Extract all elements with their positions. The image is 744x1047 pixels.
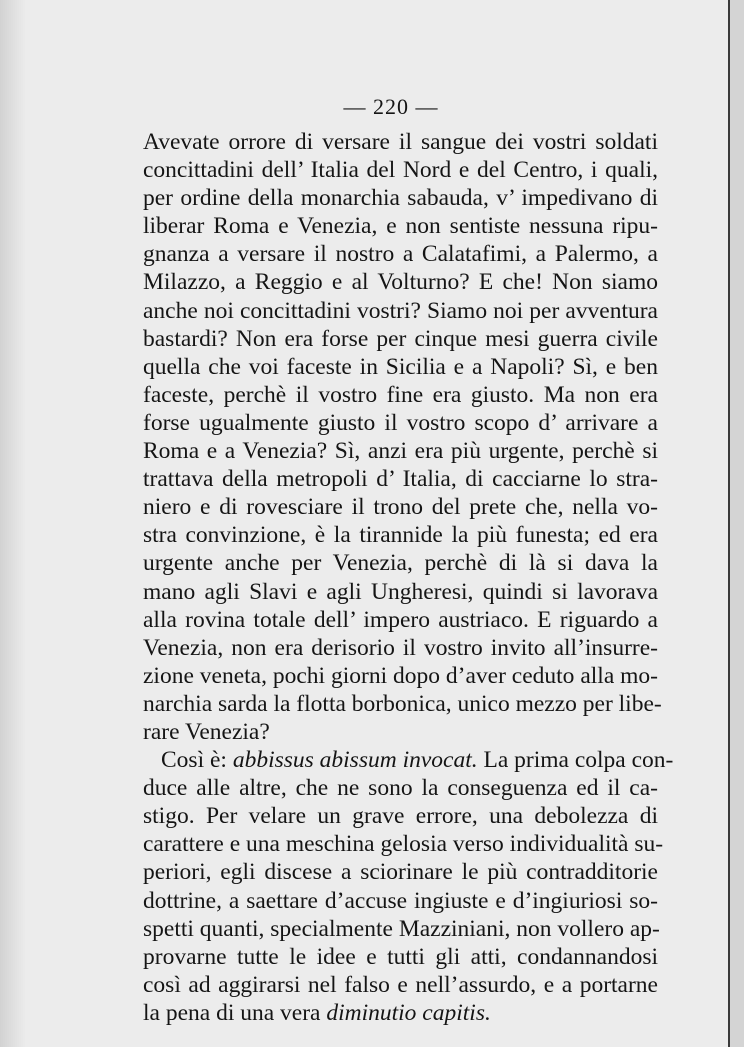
text-line: liberar Roma e Venezia, e non sentiste nessuna ripu- xyxy=(143,213,658,240)
text-line xyxy=(143,999,658,1027)
next-page-edge xyxy=(730,0,744,1047)
text-run: La prima colpa con- xyxy=(477,747,674,774)
text-line: dottrine, a saettare d’accuse ingiuste e d’ingiuriosi so- xyxy=(143,887,658,914)
text-line: rare Venezia? xyxy=(143,718,270,745)
page-gutter-shadow xyxy=(0,0,26,1047)
text-line: trattava della metropoli d’ Italia, di cacciarne lo stra- xyxy=(143,466,658,493)
text-line: stra convinzione, è la tirannide la più funesta; ed era xyxy=(143,522,658,549)
text-line: mano agli Slavi e agli Ungheresi, quindi si lavorava xyxy=(143,578,658,605)
text-line: forse ugualmente giusto il vostro scopo d’ arrivare a xyxy=(143,409,658,436)
text-line: duce alle altre, che ne sono la conseguenza ed il ca- xyxy=(143,775,658,802)
text-line: concittadini dell’ Italia del Nord e del Centro, i quali, xyxy=(143,157,658,184)
latin-quote: diminutio capitis. xyxy=(326,999,491,1026)
text-line: niero e di rovesciare il trono del prete che, nella vo- xyxy=(143,494,658,521)
latin-quote: abbissus abissum invocat. xyxy=(232,747,478,774)
text-line: Roma e a Venezia? Sì, anzi era più urgente, perchè si xyxy=(143,438,658,465)
page-number: — 220 — xyxy=(343,94,439,119)
text-line: per ordine della monarchia sabauda, v’ impedivano di xyxy=(143,185,658,212)
text-line: bastardi? Non era forse per cinque mesi guerra civile xyxy=(143,325,658,352)
text-line: narchia sarda la flotta borbonica, unico mezzo per libe- xyxy=(143,690,662,717)
text-line: Avevate orrore di versare il sangue dei vostri soldati xyxy=(143,129,658,155)
text-line: così ad aggirarsi nel falso e nell’assurdo, e a portarne xyxy=(143,971,658,998)
text-line: carattere e una meschina gelosia verso individualità su- xyxy=(143,831,664,858)
text-line: alla rovina totale dell’ impero austriaco. E riguardo a xyxy=(143,606,658,633)
text-line: faceste, perchè il vostro fine era giusto. Ma non era xyxy=(143,381,658,408)
text-run: la pena di una vera xyxy=(143,999,327,1026)
paragraph-1 xyxy=(143,128,662,746)
text-line: urgente anche per Venezia, perchè di là si dava la xyxy=(143,550,658,577)
text-line: periori, egli discese a sciorinare le più contradditorie xyxy=(143,859,658,886)
text-line: spetti quanti, specialmente Mazziniani, non vollero ap- xyxy=(143,915,660,942)
text-line: quella che voi faceste in Sicilia e a Napoli? Sì, e ben xyxy=(143,353,658,380)
text-line: Venezia, non era derisorio il vostro invito all’insurre- xyxy=(143,634,658,661)
text-line: Milazzo, a Reggio e al Volturno? E che! Non siamo xyxy=(143,269,658,296)
text-line: stigo. Per velare un grave errore, una debolezza di xyxy=(143,803,658,830)
text-line: gnanza a versare il nostro a Calatafimi, a Palermo, a xyxy=(143,241,658,268)
text-line: provarne tutte le idee e tutti gli atti, condannandosi xyxy=(143,943,658,970)
page-edge-line xyxy=(728,0,730,1047)
text-line xyxy=(143,746,674,774)
body-text xyxy=(143,128,674,1027)
text-run: Così è: xyxy=(161,747,233,774)
paragraph-2 xyxy=(143,746,674,1027)
text-line: zione veneta, pochi giorni dopo d’aver ceduto alla mo- xyxy=(143,662,658,689)
text-line: anche noi concittadini vostri? Siamo noi per avventura xyxy=(143,297,658,324)
